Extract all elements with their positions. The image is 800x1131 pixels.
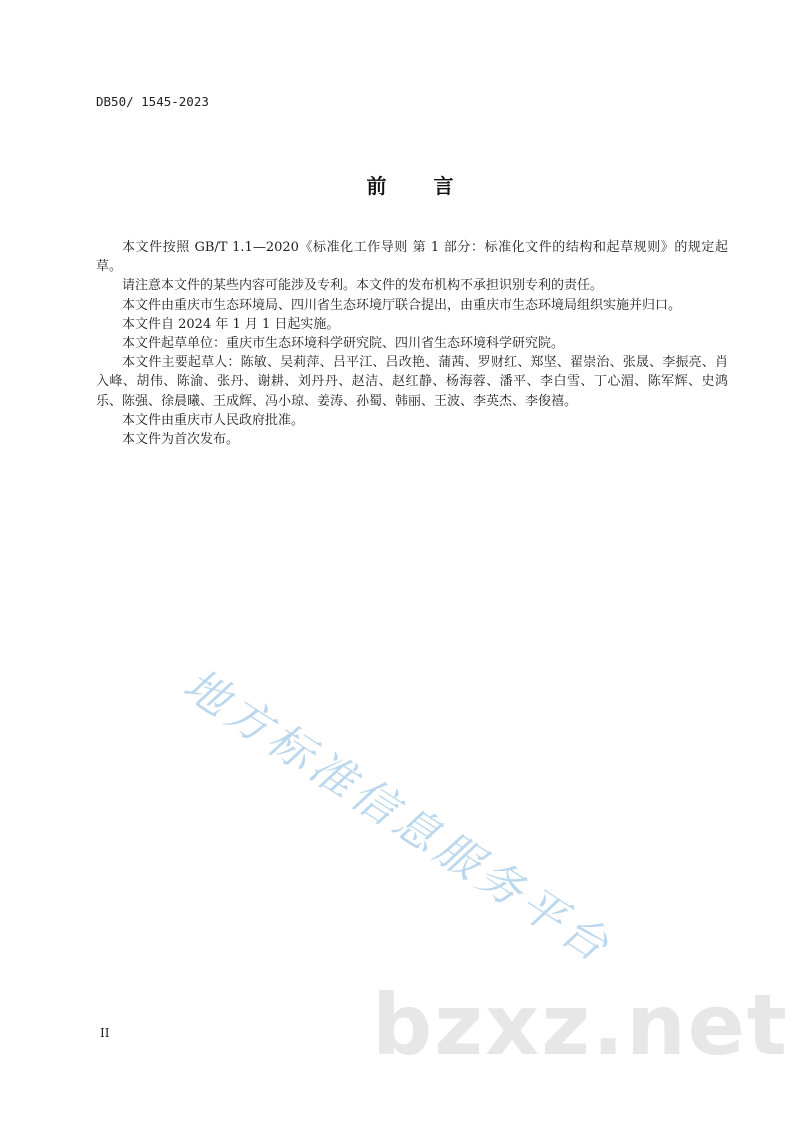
page-number: II (100, 1026, 110, 1040)
paragraph: 本文件自 2024 年 1 月 1 日起实施。 (122, 316, 340, 332)
foreword-body (96, 238, 728, 449)
paragraph: 本文件起草单位：重庆市生态环境科学研究院、四川省生态环境科学研究院。 (122, 336, 565, 352)
paragraph: 本文件由重庆市人民政府批准。 (122, 412, 305, 428)
paragraph: 请注意本文件的某些内容可能涉及专利。本文件的发布机构不承担识别专利的责任。 (122, 278, 604, 294)
site-watermark: bzxz.net (372, 976, 789, 1074)
platform-watermark: 地方标准信息服务平台 (174, 659, 622, 975)
paragraph: 本文件主要起草人：陈敏、吴莉萍、吕平江、吕改艳、蒲茜、罗财红、郑坚、翟崇治、张晟、李振亮、肖入峰、胡伟、陈渝、张丹、谢耕、刘丹丹、赵洁、赵红静、杨海蓉、潘平、李白雪、丁心湄、陈军辉、史鸿乐、陈强、徐晨曦、王成辉、冯小琼、姜涛、孙蜀、韩丽、王波、李英杰、李俊禧。 (96, 355, 728, 409)
paragraph: 本文件由重庆市生态环境局、四川省生态环境厅联合提出，由重庆市生态环境局组织实施并归口。 (122, 297, 682, 313)
document-number: DB50/ 1545-2023 (96, 94, 209, 109)
paragraph: 本文件为首次发布。 (122, 432, 240, 448)
section-title: 前 言 (366, 174, 474, 198)
paragraph: 本文件按照 GB/T 1.1—2020《标准化工作导则 第 1 部分：标准化文件的结构和起草规则》的规定起草。 (96, 240, 728, 275)
